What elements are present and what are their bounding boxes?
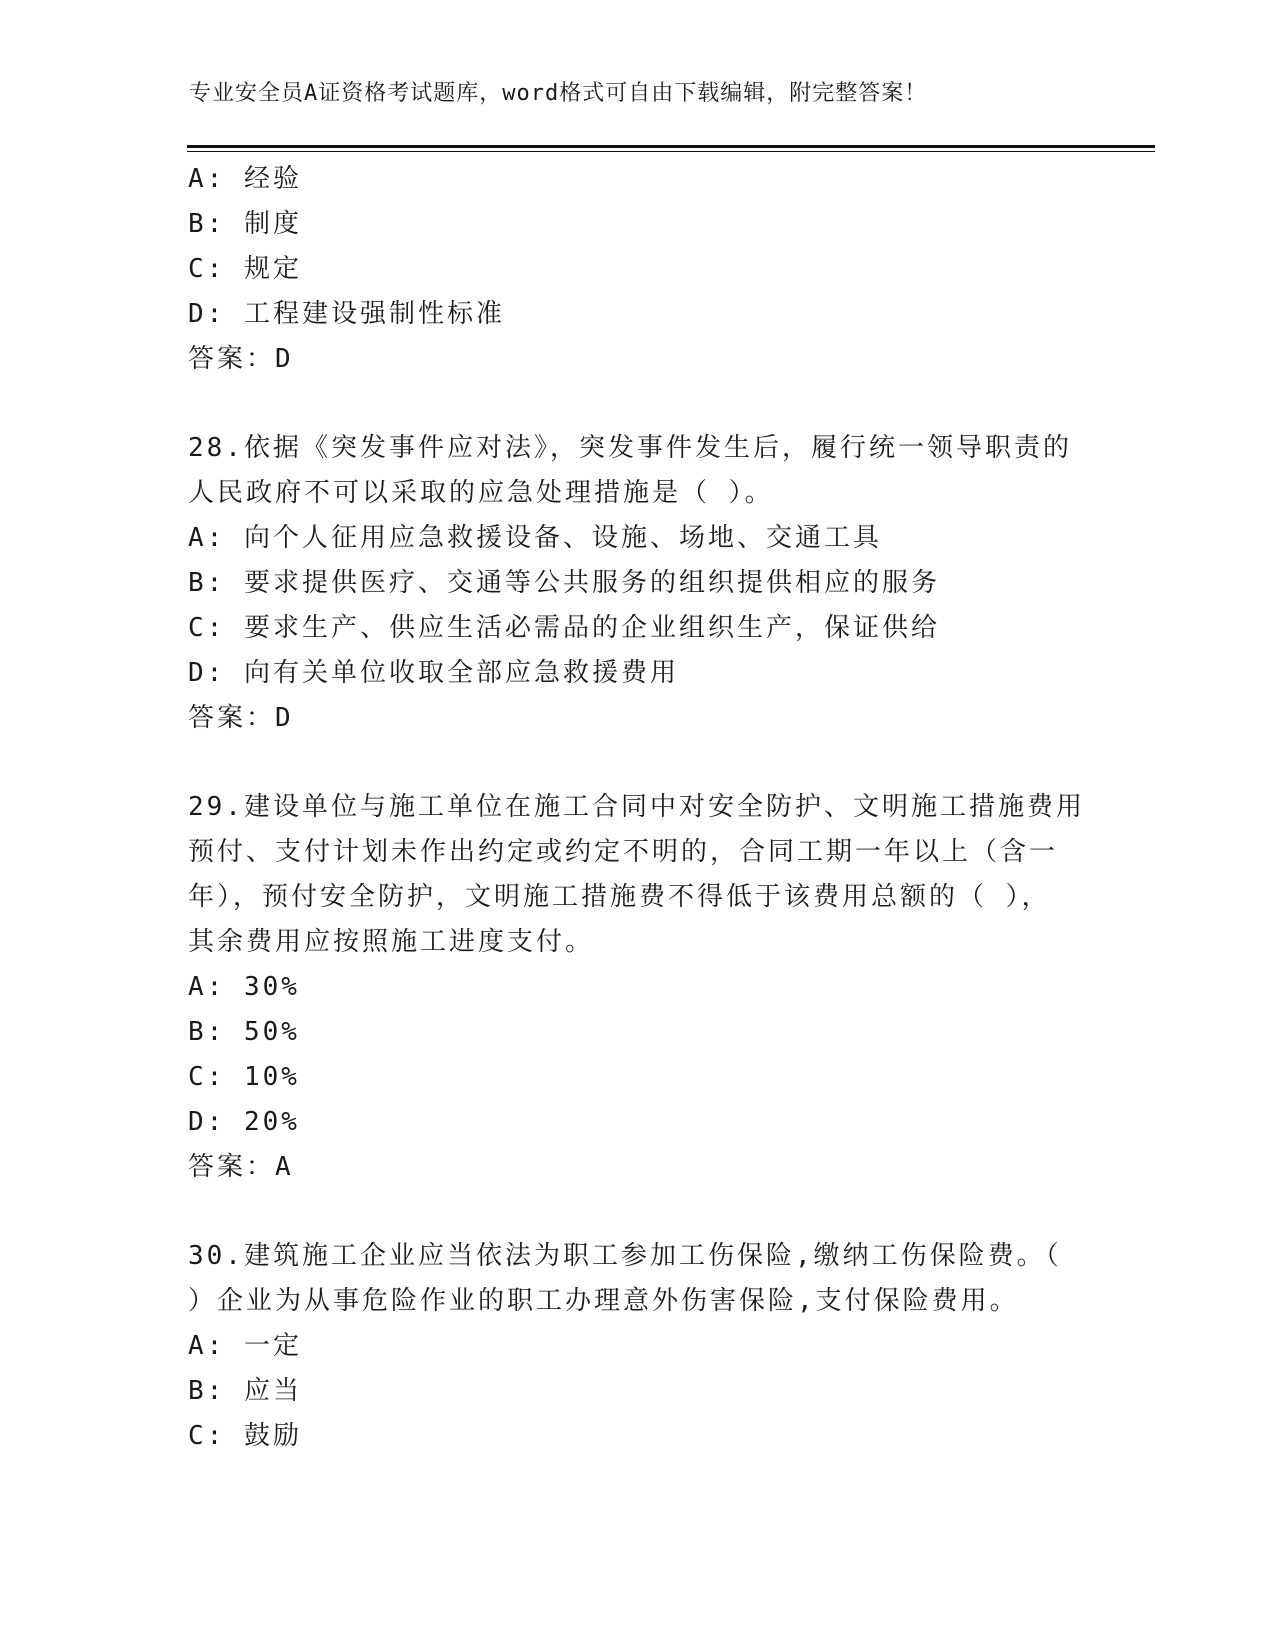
answer-line: 答案：A [188, 1152, 294, 1182]
question-29 [188, 785, 1088, 1190]
prev-question-options [188, 157, 1088, 382]
question-text-line: 29.建设单位与施工单位在施工合同中对安全防护、文明施工措施费用 [188, 792, 1085, 822]
question-text-line: ）企业为从事危险作业的职工办理意外伤害保险,支付保险费用。 [188, 1286, 1019, 1316]
question-text-line: 其余费用应按照施工进度支付。 [188, 927, 595, 957]
option-c: C: 规定 [188, 254, 302, 284]
option-a: A: 30% [188, 972, 300, 1002]
question-text-line: 30.建筑施工企业应当依法为职工参加工伤保险,缴纳工伤保险费。（ [188, 1241, 1062, 1271]
option-b: B: 制度 [188, 209, 302, 239]
option-c: C: 鼓励 [188, 1421, 302, 1451]
question-text-line: 年），预付安全防护，文明施工措施费不得低于该费用总额的（ ）， [188, 882, 1051, 912]
spacer [188, 1190, 1088, 1234]
option-c: C: 10% [188, 1062, 300, 1092]
option-d: D: 向有关单位收取全部应急救援费用 [188, 658, 679, 688]
option-a: A: 向个人征用应急救援设备、设施、场地、交通工具 [188, 523, 882, 553]
spacer [188, 382, 1088, 426]
question-text-line: 28.依据《突发事件应对法》，突发事件发生后，履行统一领导职责的 [188, 433, 1072, 463]
page-header: 专业安全员A证资格考试题库，word格式可自由下载编辑，附完整答案！ [189, 81, 928, 106]
option-b: B: 50% [188, 1017, 300, 1047]
question-text-line: 预付、支付计划未作出约定或约定不明的，合同工期一年以上（含一 [188, 837, 1059, 867]
header-rule-thin [187, 151, 1155, 152]
option-a: A: 经验 [188, 164, 302, 194]
option-d: D: 20% [188, 1107, 300, 1137]
spacer [188, 741, 1088, 785]
option-a: A: 一定 [188, 1331, 302, 1361]
question-content [188, 157, 1088, 1459]
answer-line: 答案：D [188, 344, 294, 374]
option-b: B: 要求提供医疗、交通等公共服务的组织提供相应的服务 [188, 568, 940, 598]
answer-line: 答案：D [188, 703, 294, 733]
header-rule-thick [187, 145, 1155, 148]
question-28 [188, 426, 1088, 741]
option-d: D: 工程建设强制性标准 [188, 299, 505, 329]
question-text-line: 人民政府不可以采取的应急处理措施是（ ）。 [188, 478, 774, 508]
question-30 [188, 1234, 1088, 1459]
option-c: C: 要求生产、供应生活必需品的企业组织生产，保证供给 [188, 613, 940, 643]
option-b: B: 应当 [188, 1376, 302, 1406]
